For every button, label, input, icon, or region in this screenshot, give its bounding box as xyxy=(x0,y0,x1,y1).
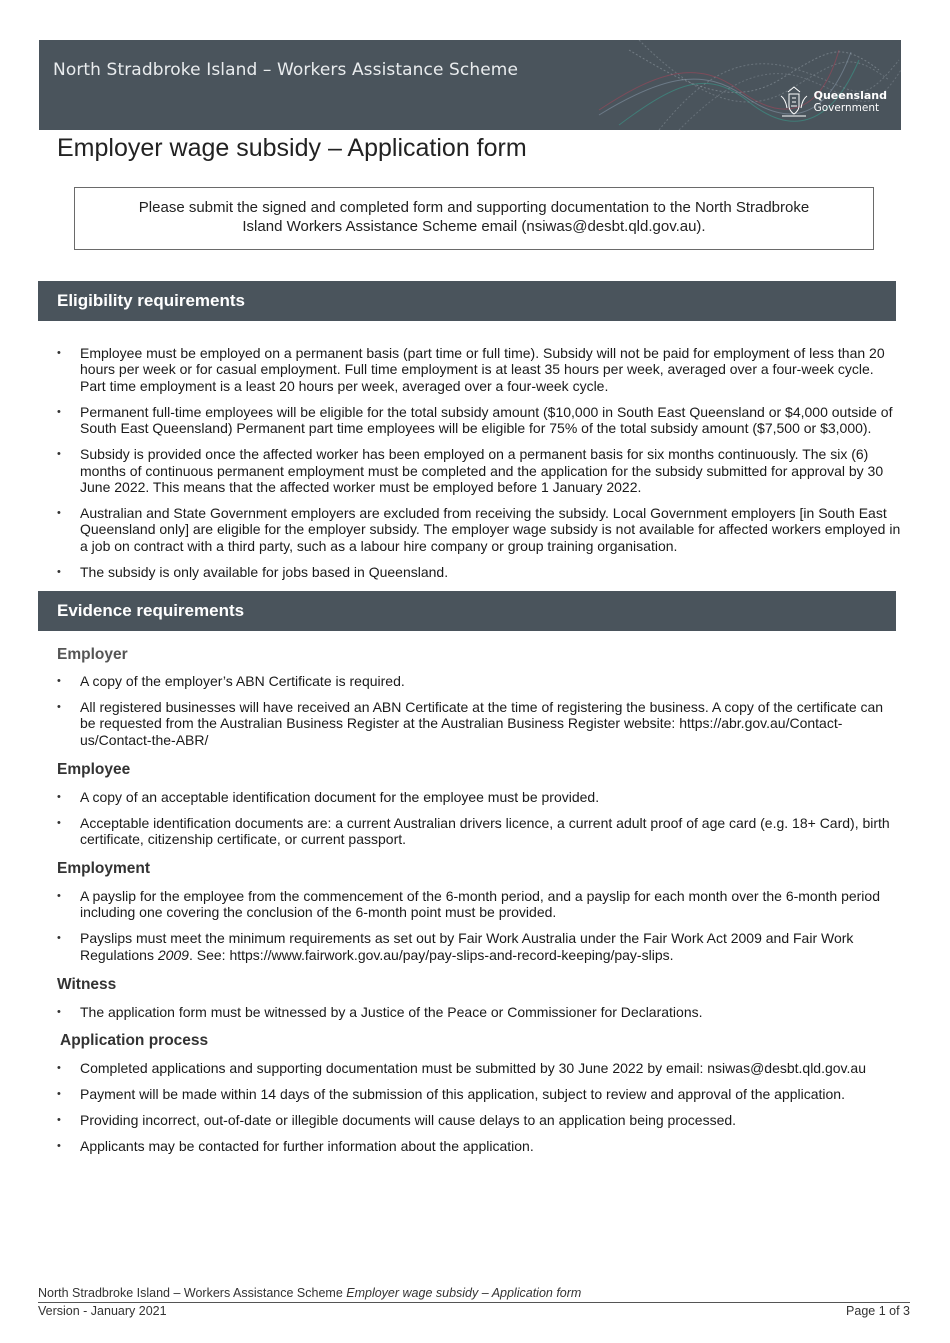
employment-evidence-list xyxy=(56,888,901,973)
list-item: • A payslip for the employee from the commencement of the 6-month period, and a payslip for each month over the 6-month period including one covering the conclusion of the 6-month point must be provided. xyxy=(56,888,901,921)
list-item: • The subsidy is only available for jobs based in Queensland. xyxy=(56,564,901,580)
list-item: • Providing incorrect, out-of-date or illegible documents will cause delays to an application being processed. xyxy=(56,1112,901,1128)
payslip-text-a: Payslips must meet the minimum requirements as set out by Fair Work Australia under the Fair Work Act 2009 and Fair Work Regulations xyxy=(80,930,854,963)
list-item: • Applicants may be contacted for further information about the application. xyxy=(56,1138,901,1154)
footer-document-title xyxy=(38,1286,581,1300)
list-item: • Australian and State Government employers are excluded from receiving the subsidy. Local Government employers [in South East Queensland only] are eligible for the employer subsidy. The employer wage subsidy is not available for affected workers employed in a job on contract with a third party, such as a labour hire company or group training organisation. xyxy=(56,505,901,554)
decorative-wave-graphic xyxy=(39,40,901,130)
witness-list xyxy=(56,1004,901,1030)
evidence-heading: Evidence requirements xyxy=(57,601,245,620)
list-item: • Acceptable identification documents are: a current Australian drivers licence, a current adult proof of age card (e.g. 18+ Card), birth certificate, citizenship certificate, or current passport. xyxy=(56,815,901,848)
list-item: • A copy of an acceptable identification document for the employee must be provided. xyxy=(56,789,901,805)
employee-evidence-list xyxy=(56,789,901,857)
header-banner xyxy=(39,40,901,130)
footer-divider xyxy=(38,1302,910,1303)
list-item: • A copy of the employer’s ABN Certificate is required. xyxy=(56,673,901,689)
witness-subheading: Witness xyxy=(57,976,117,993)
eligibility-section-header xyxy=(38,281,896,321)
list-item: • Permanent full-time employees will be eligible for the total subsidy amount ($10,000 in South East Queensland or $4,000 outside of South East Queensland) Permanent part time employees will be eligible for 75% of the total subsidy amount ($7,500 or $3,000). xyxy=(56,404,901,437)
logo-text-queensland: Queensland xyxy=(813,89,887,102)
list-item: • Completed applications and supporting documentation must be submitted by 30 June 2022 by email: nsiwas@desbt.qld.gov.au xyxy=(56,1060,901,1076)
employment-subheading: Employment xyxy=(57,860,151,877)
footer-scheme: North Stradbroke Island – Workers Assistance Scheme xyxy=(38,1286,347,1300)
queensland-government-logo xyxy=(778,84,887,120)
footer-version: Version - January 2021 xyxy=(38,1304,167,1318)
banner-title: North Stradbroke Island – Workers Assistance Scheme xyxy=(53,60,519,80)
employer-subheading: Employer xyxy=(57,646,128,663)
notice-line-2: Island Workers Assistance Scheme email (nsiwas@desbt.qld.gov.au). xyxy=(242,218,706,235)
logo-text-government: Government xyxy=(813,102,880,114)
employer-evidence-list xyxy=(56,673,901,758)
payslip-text-emphasis: 2009 xyxy=(157,946,189,963)
submission-notice-box xyxy=(74,187,874,250)
coat-of-arms-icon xyxy=(778,84,810,120)
payslip-text-b: . See: https://www.fairwork.gov.au/pay/pay-slips-and-record-keeping/pay-slips. xyxy=(188,946,674,963)
page-number: Page 1 of 3 xyxy=(846,1304,910,1318)
list-item: • The application form must be witnessed by a Justice of the Peace or Commissioner for Declarations. xyxy=(56,1004,901,1020)
eligibility-list xyxy=(56,345,901,590)
list-item: • All registered businesses will have received an ABN Certificate at the time of registering the business. A copy of the certificate can be requested from the Australian Business Register at the Australian Business Register website: https://abr.gov.au/Contact-us/Contact-the-ABR/ xyxy=(56,699,901,748)
list-item: • Subsidy is provided once the affected worker has been employed on a permanent basis for six months continuously. The six (6) months of continuous permanent employment must be completed and the application for the subsidy submitted for approval by 30 June 2022. This means that the affected worker must be employed before 1 January 2022. xyxy=(56,446,901,495)
employee-subheading: Employee xyxy=(57,761,131,778)
notice-line-1: Please submit the signed and completed form and supporting documentation to the North Stradbroke xyxy=(138,199,810,216)
application-process-list xyxy=(56,1060,901,1164)
list-item xyxy=(56,930,901,963)
page-title: Employer wage subsidy – Application form xyxy=(57,134,527,162)
list-item: • Employee must be employed on a permanent basis (part time or full time). Subsidy will not be paid for employment of less than 20 hours per week or for casual employment. Full time employment is at least 35 hours per week, averaged over a four-week cycle. Part time employment is a least 20 hours per week, averaged over a four-week cycle. xyxy=(56,345,901,394)
eligibility-heading: Eligibility requirements xyxy=(57,291,245,310)
evidence-section-header xyxy=(38,591,896,631)
application-process-subheading: Application process xyxy=(60,1032,209,1049)
footer-form-name: Employer wage subsidy – Application form xyxy=(346,1286,582,1300)
list-item: • Payment will be made within 14 days of the submission of this application, subject to review and approval of the application. xyxy=(56,1086,901,1102)
